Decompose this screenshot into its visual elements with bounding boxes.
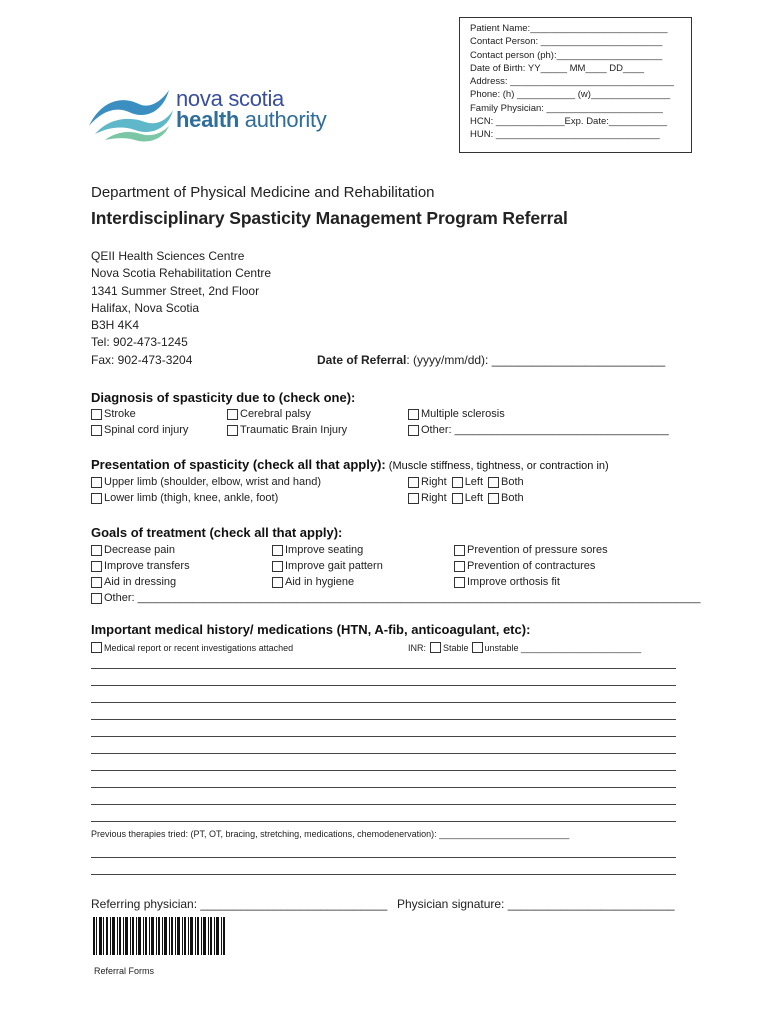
history-line[interactable]: [91, 719, 676, 720]
presentation-lower-limb[interactable]: Lower limb (thigh, knee, ankle, foot): [91, 492, 278, 504]
goal-aid-in-dressing[interactable]: Aid in dressing: [91, 576, 176, 588]
checkbox[interactable]: [454, 577, 465, 588]
logo-line-2: health authority: [176, 107, 327, 132]
history-line[interactable]: [91, 753, 676, 754]
presentation-upper-limb[interactable]: Upper limb (shoulder, elbow, wrist and hand): [91, 476, 321, 488]
checkbox[interactable]: [91, 493, 102, 504]
checkbox[interactable]: [408, 425, 419, 436]
therapies-line[interactable]: [91, 874, 676, 875]
address-line: 1341 Summer Street, 2nd Floor: [91, 283, 260, 298]
medical-report-attached[interactable]: Medical report or recent investigations attached: [91, 642, 293, 653]
hun-field[interactable]: HUN: _______________________________: [470, 129, 660, 141]
goal-improve-transfers[interactable]: Improve transfers: [91, 560, 190, 572]
checkbox-left[interactable]: [452, 477, 463, 488]
physician-signature-field[interactable]: Physician signature: _________________________: [397, 897, 675, 911]
checkbox[interactable]: [272, 561, 283, 572]
contact-person-field[interactable]: Contact Person: _______________________: [470, 36, 663, 48]
history-line[interactable]: [91, 821, 676, 822]
checkbox[interactable]: [227, 409, 238, 420]
goals-heading: Goals of treatment (check all that apply):: [91, 525, 343, 540]
diagnosis-cerebral-palsy[interactable]: Cerebral palsy: [227, 408, 311, 420]
inr-status: INR: Stable unstable ________________________: [408, 642, 642, 653]
history-heading: Important medical history/ medications (HTN, A-fib, anticoagulant, etc):: [91, 622, 531, 637]
checkbox-left[interactable]: [452, 493, 463, 504]
goal-improve-gait-pattern[interactable]: Improve gait pattern: [272, 560, 383, 572]
checkbox[interactable]: [227, 425, 238, 436]
address-line: Fax: 902-473-3204: [91, 352, 193, 367]
history-line[interactable]: [91, 668, 676, 669]
goal-prevention-pressure-sores[interactable]: Prevention of pressure sores: [454, 544, 608, 556]
page-title: Interdisciplinary Spasticity Management Program Referral: [91, 208, 568, 228]
hcn-field[interactable]: HCN: _____________Exp. Date:___________: [470, 116, 668, 128]
presentation-heading: Presentation of spasticity (check all that apply): (Muscle stiffness, tightness, or contraction in): [91, 457, 609, 472]
barcode-image: [93, 917, 225, 961]
previous-therapies-field[interactable]: Previous therapies tried: (PT, OT, bracing, stretching, medications, chemodenervation): __________________________: [91, 829, 570, 839]
diagnosis-multiple-sclerosis[interactable]: Multiple sclerosis: [408, 408, 505, 420]
address-line: Tel: 902-473-1245: [91, 335, 188, 350]
checkbox-unstable[interactable]: [472, 642, 483, 653]
referral-date-field[interactable]: Date of Referral: (yyyy/mm/dd): __________________________: [317, 353, 666, 367]
checkbox[interactable]: [91, 577, 102, 588]
checkbox[interactable]: [272, 545, 283, 556]
checkbox[interactable]: [454, 561, 465, 572]
footer-label: Referral Forms: [94, 966, 155, 976]
checkbox[interactable]: [91, 545, 102, 556]
history-line[interactable]: [91, 702, 676, 703]
checkbox-right[interactable]: [408, 477, 419, 488]
address-line: Halifax, Nova Scotia: [91, 300, 200, 315]
checkbox-both[interactable]: [488, 477, 499, 488]
phone-field[interactable]: Phone: (h) ___________ (w)_______________: [470, 89, 671, 101]
family-physician-field[interactable]: Family Physician: ______________________: [470, 102, 663, 114]
checkbox-both[interactable]: [488, 493, 499, 504]
upper-side-options: Right Left Both: [408, 476, 524, 488]
date-of-birth-field[interactable]: Date of Birth: YY_____ MM____ DD____: [470, 62, 645, 74]
diagnosis-stroke[interactable]: Stroke: [91, 408, 136, 420]
checkbox[interactable]: [454, 545, 465, 556]
patient-info-box: [459, 17, 692, 153]
checkbox[interactable]: [91, 477, 102, 488]
address-line: QEII Health Sciences Centre: [91, 249, 245, 263]
logo-line-1: nova scotia: [176, 86, 284, 111]
checkbox[interactable]: [272, 577, 283, 588]
checkbox[interactable]: [91, 425, 102, 436]
goal-decrease-pain[interactable]: Decrease pain: [91, 544, 175, 556]
address-field[interactable]: Address: _______________________________: [470, 76, 674, 88]
diagnosis-spinal-cord-injury[interactable]: Spinal cord injury: [91, 424, 188, 436]
history-line[interactable]: [91, 736, 676, 737]
contact-phone-field[interactable]: Contact person (ph):____________________: [470, 49, 663, 61]
lower-side-options: Right Left Both: [408, 492, 524, 504]
checkbox-right[interactable]: [408, 493, 419, 504]
checkbox[interactable]: [408, 409, 419, 420]
goal-improve-orthosis-fit[interactable]: Improve orthosis fit: [454, 576, 560, 588]
history-line[interactable]: [91, 685, 676, 686]
checkbox[interactable]: [91, 593, 102, 604]
goal-other[interactable]: Other: ____________________________________________________________________________________________: [91, 592, 700, 604]
checkbox[interactable]: [91, 642, 102, 653]
diagnosis-traumatic-brain-injury[interactable]: Traumatic Brain Injury: [227, 424, 347, 436]
goal-aid-in-hygiene[interactable]: Aid in hygiene: [272, 576, 354, 588]
address-line: Nova Scotia Rehabilitation Centre: [91, 266, 272, 281]
referring-physician-field[interactable]: Referring physician: ____________________________: [91, 897, 388, 911]
clinic-address: [91, 248, 271, 369]
nsha-logo-text: [176, 88, 327, 130]
diagnosis-heading: Diagnosis of spasticity due to (check one):: [91, 390, 356, 405]
goal-prevention-contractures[interactable]: Prevention of contractures: [454, 560, 595, 572]
checkbox-stable[interactable]: [430, 642, 441, 653]
patient-name-field[interactable]: Patient Name:__________________________: [470, 23, 668, 34]
history-line[interactable]: [91, 787, 676, 788]
checkbox[interactable]: [91, 561, 102, 572]
diagnosis-other[interactable]: Other: ___________________________________: [408, 424, 669, 436]
history-line[interactable]: [91, 804, 676, 805]
checkbox[interactable]: [91, 409, 102, 420]
department-name: Department of Physical Medicine and Rehabilitation: [91, 184, 435, 201]
goal-improve-seating[interactable]: Improve seating: [272, 544, 363, 556]
address-line: B3H 4K4: [91, 318, 140, 333]
therapies-line[interactable]: [91, 857, 676, 858]
history-line[interactable]: [91, 770, 676, 771]
